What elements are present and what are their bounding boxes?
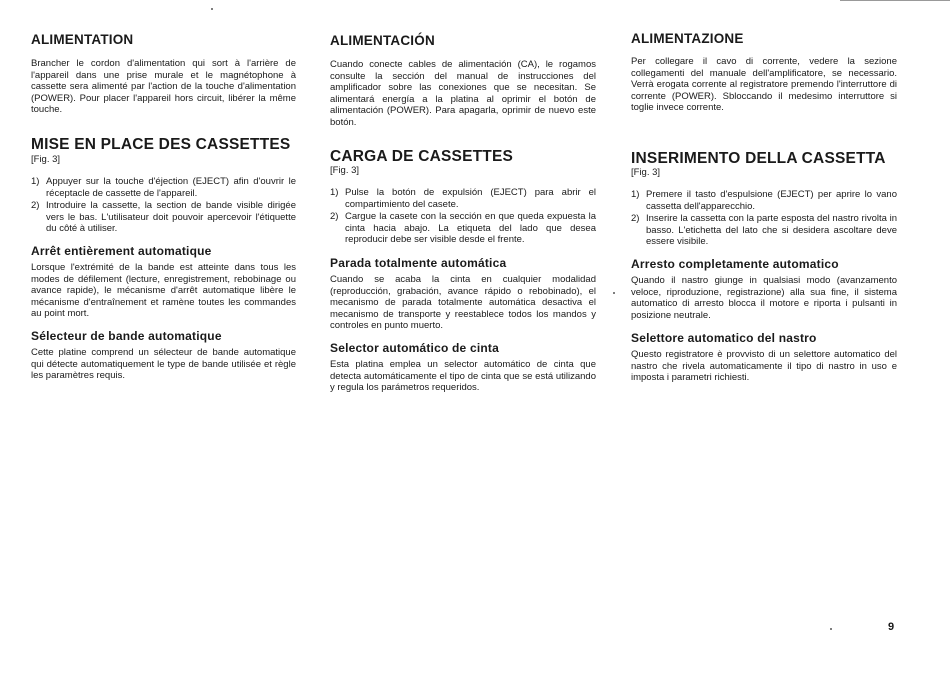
list-item: 2) Cargue la casete con la sección en que queda expuesta la cinta hacia abajo. La etiqueta del lado que desea reproducir debe ser visible desde el frente. [330, 211, 596, 246]
subsection-heading: Sélecteur de bande automatique [31, 329, 222, 343]
paragraph: Brancher le cordon d'alimentation qui sort à l'arrière de l'appareil dans une prise murale et le magnétophone à cassette sera alimenté par l'action de la touche d'alimentation (POWER). Pour placer l'appareil hors circuit, libérer la même touche. [31, 58, 296, 116]
subsection-heading: Selettore automatico del nastro [631, 331, 817, 345]
top-rule [840, 0, 950, 1]
figure-reference: [Fig. 3] [31, 154, 61, 165]
paragraph: Esta platina emplea un selector automático de cinta que detecta automáticamente el tipo de cinta que se está utilizando y regula los parámetros requeridos. [330, 359, 596, 394]
section-heading: ALIMENTAZIONE [631, 31, 744, 46]
section-heading: ALIMENTATION [31, 32, 134, 47]
scan-speck [211, 8, 213, 10]
steps-list [330, 187, 596, 247]
section-heading: ALIMENTACIÓN [330, 33, 435, 48]
list-item: 2) Introduire la cassette, la section de bande visible dirigée vers le bas. L'utilisateur doit pouvoir apercevoir l'étiquette du côté à utiliser. [31, 200, 296, 235]
list-item: 2) Inserire la cassetta con la parte esposta del nastro rivolta in basso. L'etichetta del lato che si desidera ascoltare deve essere visibile. [631, 213, 897, 248]
section-heading: INSERIMENTO DELLA CASSETTA [631, 150, 886, 167]
scan-speck [613, 292, 615, 294]
page-number: 9 [888, 621, 895, 633]
paragraph: Lorsque l'extrémité de la bande est atteinte dans tous les modes de défilement (lecture, enregistrement, rebobinage ou avance rapide), le mécanisme d'arrêt automatique libère le mécanisme d'entraînement et ramène toutes les commandes au point mort. [31, 262, 296, 320]
paragraph: Per collegare il cavo di corrente, vedere la sezione collegamenti del manuale dell'amplificatore, se necessario. Verrà erogata corrente al registratore premendo l'interruttore di corrente (POWER). Sbloccando il medesimo interruttore si toglie invece corrente. [631, 56, 897, 114]
paragraph: Cuando conecte cables de alimentación (CA), le rogamos consulte la sección del manual de instrucciones del amplificador sobre las conexiones que se necesitan. Se alimentará energía a la platina al oprimir el botón de alimentación (POWER). Para apagarla, oprimir de nuevo este botón. [330, 59, 596, 128]
figure-reference: [Fig. 3] [330, 165, 360, 176]
paragraph: Quando il nastro giunge in qualsiasi modo (avanzamento veloce, riproduzione, registrazione) alla sua fine, il sistema automatico di arresto blocca il motore e riporta i pulsanti in posizione neutrale. [631, 275, 897, 321]
subsection-heading: Parada totalmente automática [330, 256, 507, 270]
paragraph: Cette platine comprend un sélecteur de bande automatique qui détecte automatiquement le type de bande utilisée et règle les paramètres requis. [31, 347, 296, 382]
steps-list [31, 176, 296, 236]
subsection-heading: Arresto completamente automatico [631, 257, 839, 271]
list-item: 1) Appuyer sur la touche d'éjection (EJECT) afin d'ouvrir le réceptacle de cassette de l'appareil. [31, 176, 296, 199]
subsection-heading: Selector automático de cinta [330, 341, 499, 355]
paragraph: Cuando se acaba la cinta en cualquier modalidad (reproducción, grabación, avance rápido o rebobinado), el mecanismo de parada totalmente automática desactiva el mecanismo de transporte y reestablece todos los mandos y controles en punto muerto. [330, 274, 596, 332]
steps-list [631, 189, 897, 249]
list-item: 1) Pulse la botón de expulsión (EJECT) para abrir el compartimiento del casete. [330, 187, 596, 210]
scan-speck [830, 628, 832, 630]
list-item: 1) Premere il tasto d'espulsione (EJECT) per aprire lo vano cassetta dell'apparecchio. [631, 189, 897, 212]
paragraph: Questo registratore è provvisto di un selettore automatico del nastro che rivela automaticamente il tipo di nastro in uso e imposta i parametri richiesti. [631, 349, 897, 384]
subsection-heading: Arrêt entièrement automatique [31, 244, 212, 258]
section-heading: CARGA DE CASSETTES [330, 148, 514, 165]
figure-reference: [Fig. 3] [631, 167, 661, 178]
section-heading: MISE EN PLACE DES CASSETTES [31, 136, 291, 153]
